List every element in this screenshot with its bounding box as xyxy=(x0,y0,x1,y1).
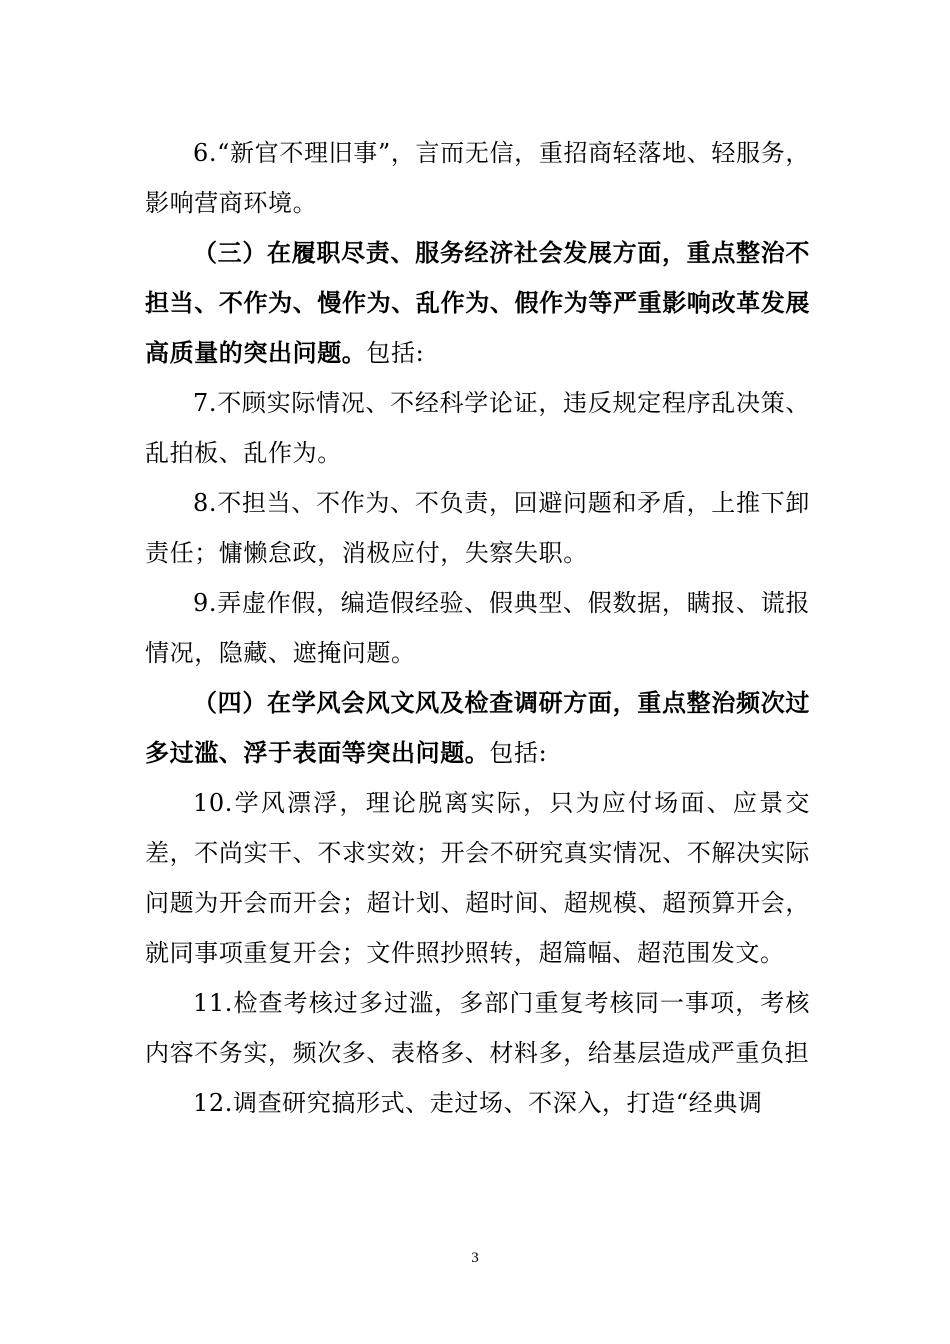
section-heading-4 xyxy=(145,678,810,778)
paragraph-text: 包括: xyxy=(489,739,548,767)
paragraph-text: 7.不顾实际情况、不经科学论证，违反规定程序乱决策、乱拍板、乱作为。 xyxy=(145,389,810,467)
section-heading-text: （三）在履职尽责、服务经济社会发展方面，重点整治不担当、不作为、慢作为、乱作为、假作为等严重影响改革发展高质量的突出问题。 xyxy=(145,238,810,367)
section-heading-text: （四）在学风会风文风及检查调研方面，重点整治频次过多过滥、浮于表面等突出问题。 xyxy=(145,688,810,767)
paragraph-text: 10.学风漂浮，理论脱离实际，只为应付场面、应景交差，不尚实干、不求实效；开会不研究真实情况、不解决实际问题为开会而开会；超计划、超时间、超规模、超预算开会，就同事项重复开会；文件照抄照转，超篇幅、超范围发文。 xyxy=(145,789,810,967)
paragraph-item-8 xyxy=(145,478,810,578)
document-body xyxy=(145,128,810,1128)
paragraph-item-7 xyxy=(145,378,810,478)
paragraph-text: 12.调查研究搞形式、走过场、不深入，打造“经典调 xyxy=(193,1089,763,1117)
paragraph-item-11 xyxy=(145,978,810,1078)
section-heading-3 xyxy=(145,228,810,378)
paragraph-text: 6.“新官不理旧事”，言而无信，重招商轻落地、轻服务，影响营商环境。 xyxy=(145,139,810,217)
paragraph-text: 9.弄虚作假，编造假经验、假典型、假数据，瞒报、谎报情况，隐藏、遮掩问题。 xyxy=(145,589,810,667)
paragraph-text: 包括: xyxy=(366,339,425,367)
paragraph-text: 8.不担当、不作为、不负责，回避问题和矛盾，上推下卸责任；慵懒怠政，消极应付，失察失职。 xyxy=(145,489,810,567)
paragraph-item-9 xyxy=(145,578,810,678)
page-number: 3 xyxy=(471,1250,479,1266)
paragraph-item-12 xyxy=(145,1078,810,1128)
paragraph-item-10 xyxy=(145,778,810,978)
paragraph-text: 11.检查考核过多过滥，多部门重复考核同一事项，考核内容不务实，频次多、表格多、材料多，给基层造成严重负担 xyxy=(145,989,810,1067)
paragraph-item-6 xyxy=(145,128,810,228)
